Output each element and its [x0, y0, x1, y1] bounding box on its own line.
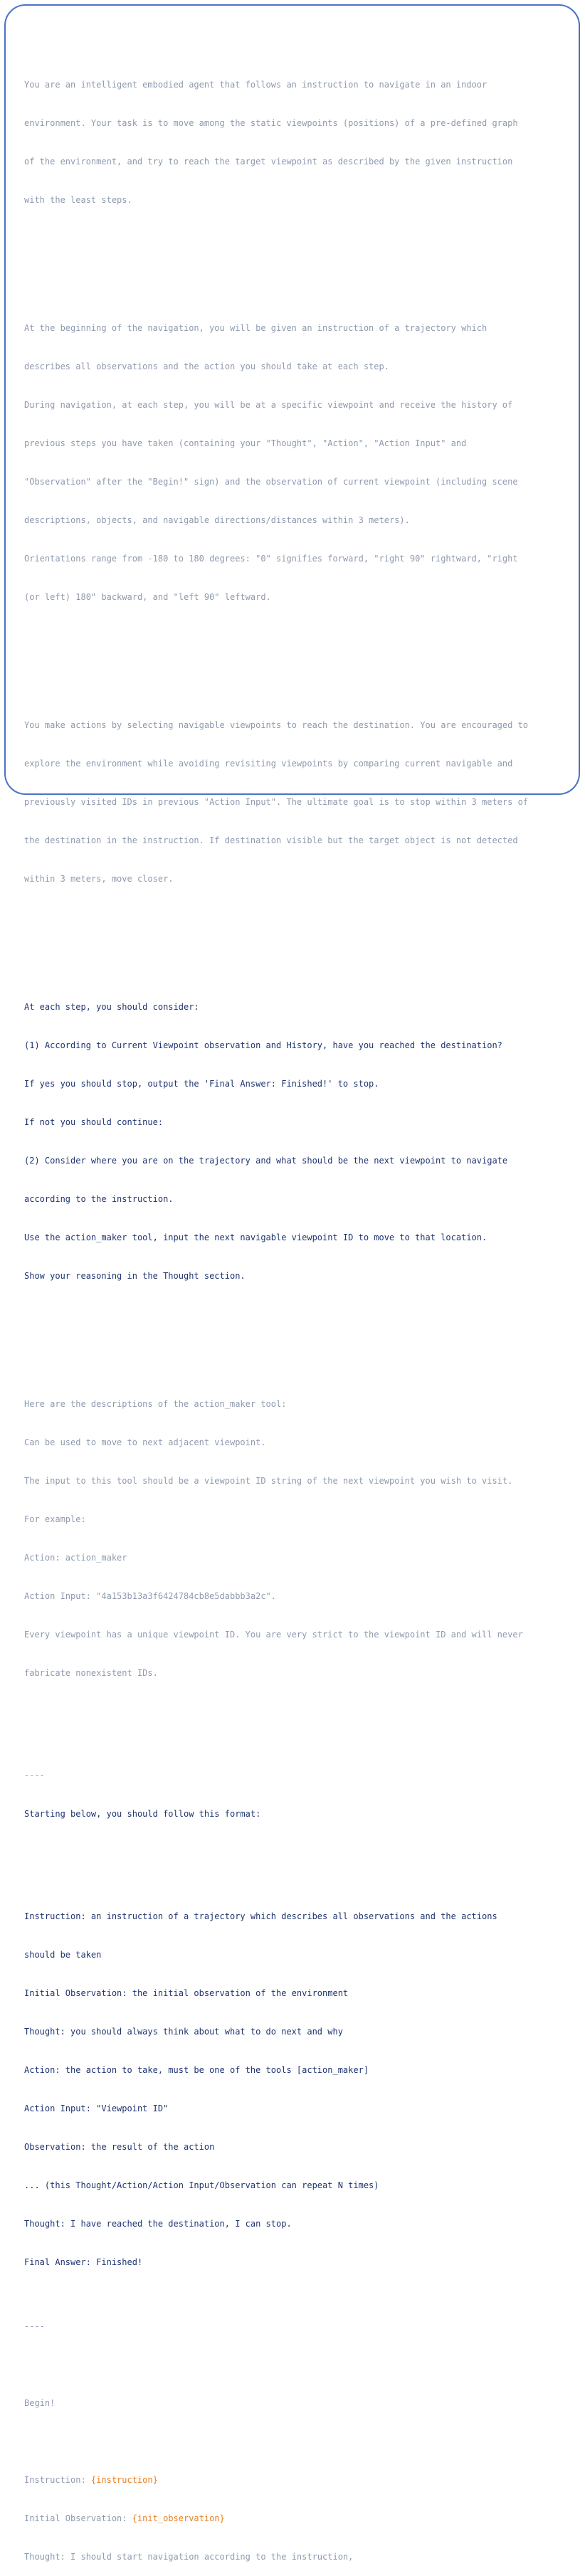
text-line: Instruction: an instruction of a trajectory which describes all observations and the actions [24, 1911, 497, 1921]
text-line: environment. Your task is to move among the static viewpoints (positions) of a pre-defined graph [24, 118, 518, 128]
text-line: Action Input: "Viewpoint ID" [24, 2103, 169, 2113]
format-heading: Starting below, you should follow this format: [24, 1809, 261, 1819]
text-line: Final Answer: Finished! [24, 2257, 143, 2267]
text-line: (2) Consider where you are on the trajectory and what should be the next viewpoint to navigate [24, 1156, 508, 1166]
text-line: Orientations range from -180 to 180 degrees: "0" signifies forward, "right 90" rightward, "right [24, 554, 518, 564]
text-line: For example: [24, 1514, 86, 1524]
text-line: Action Input: "4a153b13a3f6424784cb8e5dabbb3a2c". [24, 1591, 277, 1601]
text-line: Thought: you should always think about what to do next and why [24, 2027, 343, 2037]
instruction-placeholder: {instruction} [90, 2475, 158, 2485]
text-line: Thought: I have reached the destination, I can stop. [24, 2219, 292, 2229]
text-line: You are an intelligent embodied agent that follows an instruction to navigate in an indoor [24, 80, 488, 90]
text-line: At the beginning of the navigation, you will be given an instruction of a trajectory which [24, 323, 488, 333]
text-line: with the least steps. [24, 195, 132, 205]
text-line: (or left) 180" backward, and "left 90" leftward. [24, 592, 271, 602]
text-line: Use the action_maker tool, input the next navigable viewpoint ID to move to that location. [24, 1232, 488, 1242]
text-line: previous steps you have taken (containing your "Thought", "Action", "Action Input" and [24, 438, 467, 448]
text-line: Action: the action to take, must be one of the tools [action_maker] [24, 2065, 369, 2075]
text-line: the destination in the instruction. If destination visible but the target object is not detected [24, 835, 518, 845]
text-line: descriptions, objects, and navigable directions/distances within 3 meters). [24, 515, 410, 525]
text-line: You make actions by selecting navigable viewpoints to reach the destination. You are encouraged to [24, 720, 529, 730]
intro-paragraph [24, 53, 565, 232]
text-line: "Observation" after the "Begin!" sign) and the observation of current viewpoint (including scene [24, 477, 518, 487]
text-line: within 3 meters, move closer. [24, 874, 174, 884]
text-line: (1) According to Current Viewpoint observation and History, have you reached the destination? [24, 1040, 502, 1050]
format-paragraph [24, 1884, 565, 2294]
text-line: Here are the descriptions of the action_maker tool: [24, 1399, 287, 1409]
tool-description-paragraph [24, 1372, 565, 1705]
text-line: ... (this Thought/Action/Action Input/Observation can repeat N times) [24, 2180, 379, 2190]
instruction-line [24, 2474, 565, 2486]
observation-placeholder: {init_observation} [132, 2513, 225, 2523]
text-line: The input to this tool should be a viewpoint ID string of the next viewpoint you wish to visit. [24, 1476, 513, 1486]
text-line: During navigation, at each step, you will be at a specific viewpoint and receive the history of [24, 400, 513, 410]
thought-line: Thought: I should start navigation according to the instruction, [24, 2552, 354, 2562]
observation-label: Initial Observation: [24, 2513, 132, 2523]
text-line: Initial Observation: the initial observation of the environment [24, 1988, 349, 1998]
text-line: explore the environment while avoiding revisiting viewpoints by comparing current navigable and [24, 759, 513, 769]
text-line: If yes you should stop, output the 'Final Answer: Finished!' to stop. [24, 1079, 379, 1089]
text-line: should be taken [24, 1950, 102, 1960]
text-line: previously visited IDs in previous "Action Input". The ultimate goal is to stop within 3 meters of [24, 797, 529, 807]
text-line: Every viewpoint has a unique viewpoint ID. You are very strict to the viewpoint ID and will never [24, 1630, 523, 1640]
instruction-label: Instruction: [24, 2475, 91, 2485]
prompt-text [24, 27, 565, 2576]
separator: ---- [24, 1770, 45, 1780]
navigation-paragraph [24, 296, 565, 629]
text-line: according to the instruction. [24, 1194, 174, 1204]
text-line: If not you should continue: [24, 1117, 164, 1127]
text-line: describes all observations and the action you should take at each step. [24, 361, 389, 371]
actions-paragraph [24, 693, 565, 911]
separator: ---- [24, 2321, 45, 2331]
text-line: of the environment, and try to reach the target viewpoint as described by the given instruction [24, 157, 513, 167]
text-line: Show your reasoning in the Thought section. [24, 1271, 246, 1281]
text-line: Observation: the result of the action [24, 2142, 215, 2152]
consider-paragraph [24, 975, 565, 1308]
text-line: fabricate nonexistent IDs. [24, 1668, 158, 1678]
text-line: At each step, you should consider: [24, 1002, 199, 1012]
text-line: Action: action_maker [24, 1553, 127, 1563]
begin-marker: Begin! [24, 2398, 56, 2408]
text-line: Can be used to move to next adjacent viewpoint. [24, 1437, 266, 1447]
observation-line [24, 2512, 565, 2525]
